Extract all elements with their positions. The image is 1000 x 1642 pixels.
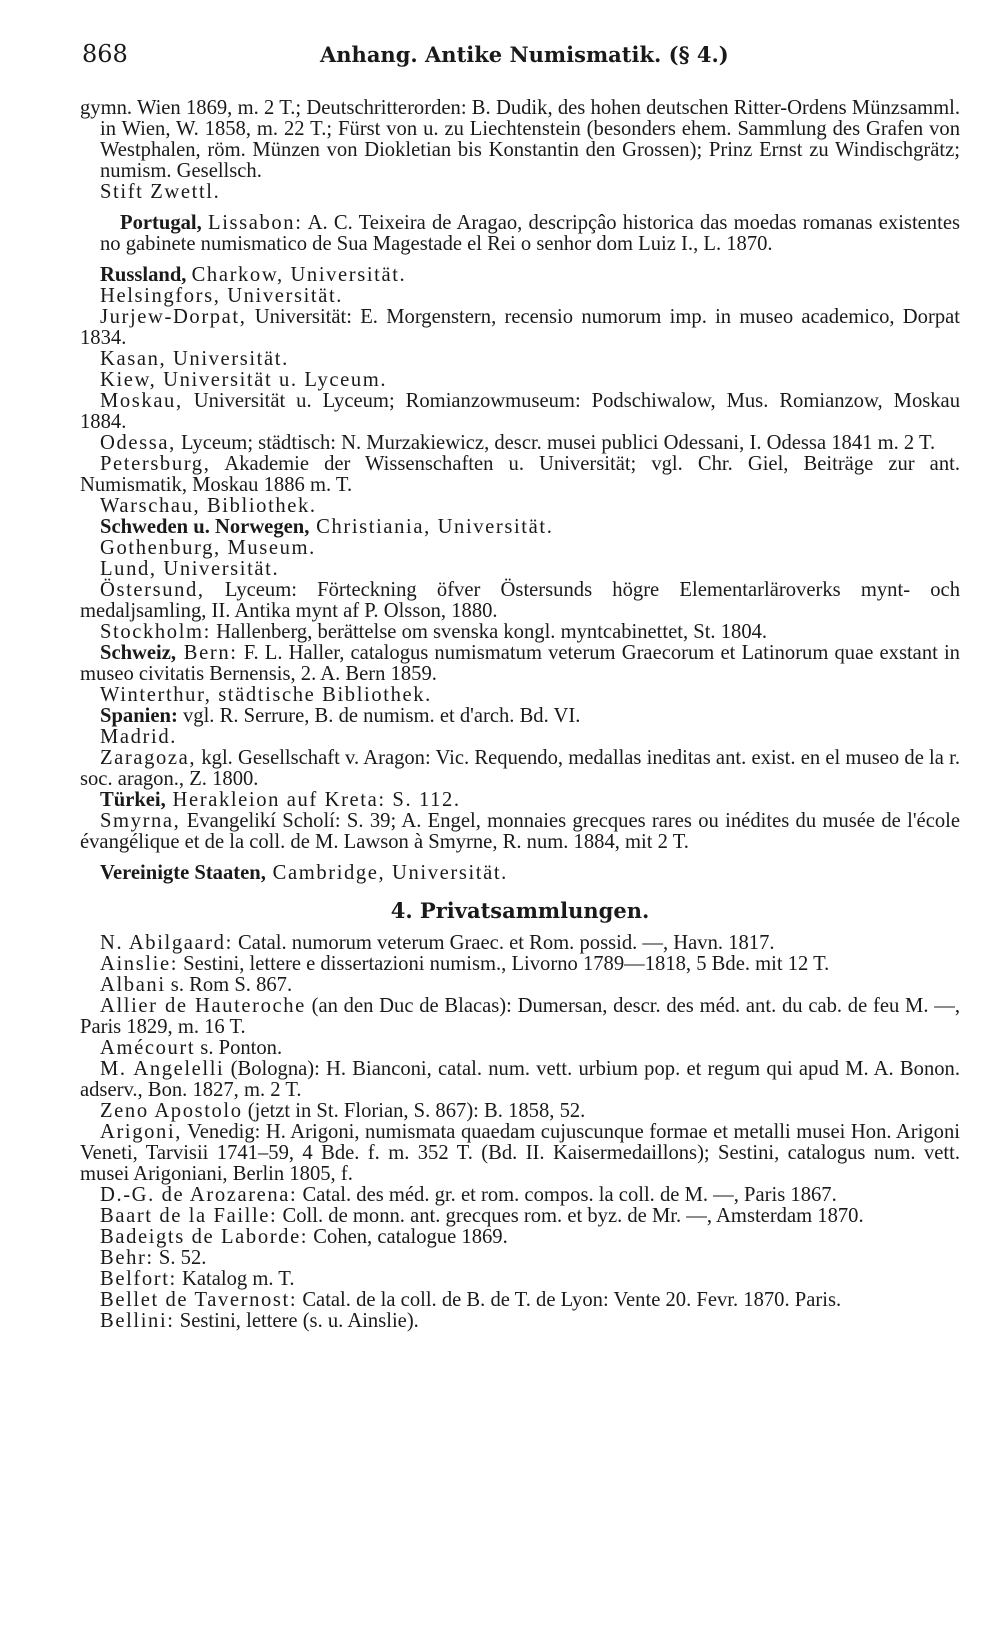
- odessa-entry: Odessa, Lyceum; städtisch: N. Murzakiewicz, descr. musei publici Odessani, I. Odessa 1841 m. 2 T.: [100, 432, 936, 454]
- collector-name: Badeigts de Laborde:: [100, 1226, 309, 1248]
- place-lissabon: Lissabon:: [208, 212, 303, 234]
- collection-text: Venedig: H. Arigoni, numismata quaedam cujuscunque formae et metalli musei Hon. Arigoni Veneti, Tarvisii 1741–59, 4 Bde. f. m. 352 T. (Bd. II. Kaisermedaillons); Sestini, catalogus num. vett. musei Arigoniani, Berlin 1805, f.: [80, 1121, 960, 1185]
- schweiz-entry: Schweiz, Bern: F. L. Haller, catalogus numismatum veterum Graecorum et Latinorum quae exstant in museo civitatis Bernensis, 2. A. Bern 1859.: [80, 642, 960, 685]
- country-spanien: Spanien:: [100, 705, 178, 727]
- tuerkei-entry: Türkei, Herakleion auf Kreta: S. 112.: [100, 789, 461, 811]
- page-header: [82, 34, 960, 70]
- intro-paragraph: gymn. Wien 1869, m. 2 T.; Deutschritterorden: B. Dudik, des hohen deutschen Ritter-Ordens Münzsamml. in Wien, W. 1858, m. 22 T.; Fürst von u. zu Liechtenstein (besonders ehem. Sammlung des Grafen von Westphalen, röm. Münzen von Diokletian bis Konstantin den Grossen); Prinz Ernst zu Windischgrätz; numism. Gesellsch.: [80, 97, 960, 182]
- collection-text: Catal. numorum veterum Graec. et Rom. possid. —, Havn. 1817.: [232, 932, 775, 954]
- moskau-entry: Moskau, Universität u. Lyceum; Romianzowmuseum: Podschiwalow, Mus. Romianzow, Moskau 1884.: [80, 390, 960, 433]
- collector-name: Amécourt: [100, 1037, 196, 1059]
- collector-name: Behr:: [100, 1247, 154, 1269]
- kiew-entry: Kiew, Universität u. Lyceum.: [100, 369, 388, 391]
- section-title: 4. Privatsammlungen.: [390, 898, 650, 923]
- spanien-entry: Spanien: vgl. R. Serrure, B. de numism. et d'arch. Bd. VI.: [100, 705, 581, 727]
- winterthur-entry: Winterthur, städtische Bibliothek.: [100, 684, 432, 706]
- page-number: 868: [82, 40, 128, 68]
- helsingfors-entry: Helsingfors, Universität.: [100, 285, 344, 307]
- collection-entry: [80, 1248, 960, 1269]
- collection-text: Cohen, catalogue 1869.: [308, 1226, 508, 1248]
- collection-entry: [80, 1227, 960, 1248]
- collection-text: (Bologna): H. Bianconi, catal. num. vett. urbium pop. et regum qui apud M. A. Bonon. adserv., Bon. 1827, m. 2 T.: [80, 1058, 960, 1101]
- collector-name: Belfort:: [100, 1268, 177, 1290]
- usa-entry: Vereinigte Staaten, Cambridge, Universität.: [100, 862, 508, 884]
- collection-entry: [80, 954, 960, 975]
- portugal-entry: [80, 213, 960, 255]
- smyrna-entry: Smyrna, Evangelikí Scholí: S. 39; A. Engel, monnaies grecques rares ou inédites du musée de l'école évangélique et de la coll. de M. Lawson à Smyrne, R. num. 1884, mit 2 T.: [80, 810, 960, 853]
- collection-text: s. Ponton.: [195, 1037, 283, 1059]
- collection-entry: [80, 1122, 960, 1185]
- zaragoza-entry: Zaragoza, kgl. Gesellschaft v. Aragon: Vic. Requendo, medallas ineditas ant. exist. en el museo de la r. soc. aragon., Z. 1800.: [80, 747, 960, 790]
- collector-name: M. Angelelli: [100, 1058, 225, 1080]
- country-schweden: Schweden u. Norwegen,: [100, 516, 310, 538]
- running-title: Anhang. Antike Numismatik. (§ 4.): [320, 42, 729, 67]
- collection-entry: [80, 996, 960, 1038]
- collection-entry: [80, 933, 960, 954]
- collection-entry: [80, 1038, 960, 1059]
- stockholm-entry: Stockholm: Hallenberg, berättelse om svenska kongl. myntcabinettet, St. 1804.: [100, 621, 768, 643]
- zwettl-entry: Stift Zwettl.: [100, 181, 221, 203]
- kasan-entry: Kasan, Universität.: [100, 348, 289, 370]
- collector-name: Ainslie:: [100, 953, 179, 975]
- collection-text: Sestini, lettere (s. u. Ainslie).: [174, 1310, 419, 1332]
- collection-entry: [80, 975, 960, 996]
- jurjew-entry: Jurjew-Dorpat, Universität: E. Morgenstern, recensio numorum imp. in museo academico, Dorpat 1834.: [80, 306, 960, 349]
- country-portugal: Portugal,: [120, 212, 202, 234]
- country-schweiz: Schweiz,: [100, 642, 177, 664]
- collector-name: Bellet de Tavernost:: [100, 1289, 298, 1311]
- collection-entry: [80, 1290, 960, 1311]
- collector-name: N. Abilgaard:: [100, 932, 233, 954]
- collection-text: Sestini, lettere e dissertazioni numism., Livorno 1789—1818, 5 Bde. mit 12 T.: [178, 953, 830, 975]
- collection-text: Catal. des méd. gr. et rom. compos. la coll. de M. —, Paris 1867.: [297, 1184, 837, 1206]
- russland-entry: [80, 265, 960, 286]
- collector-name: Bellini:: [100, 1310, 175, 1332]
- madrid-entry: Madrid.: [100, 726, 177, 748]
- collection-entry: [80, 1059, 960, 1101]
- collection-text: Coll. de monn. ant. grecques rom. et byz. de Mr. —, Amsterdam 1870.: [277, 1205, 864, 1227]
- collection-entry: [80, 1185, 960, 1206]
- country-usa: Vereinigte Staaten,: [100, 862, 266, 884]
- gothenburg-entry: Gothenburg, Museum.: [100, 537, 316, 559]
- warschau-entry: Warschau, Bibliothek.: [100, 495, 317, 517]
- collection-text: (jetzt in St. Florian, S. 867): B. 1858, 52.: [242, 1100, 586, 1122]
- collector-name: Arigoni,: [100, 1121, 183, 1143]
- schweden-entry: Schweden u. Norwegen, Christiania, Universität.: [100, 516, 554, 538]
- collection-entry: [80, 1101, 960, 1122]
- collection-entry: [80, 1311, 960, 1332]
- country-tuerkei: Türkei,: [100, 789, 166, 811]
- text-column: [80, 98, 960, 1332]
- lund-entry: Lund, Universität.: [100, 558, 280, 580]
- collection-entry: [80, 1269, 960, 1290]
- collection-text: S. 52.: [153, 1247, 207, 1269]
- collection-entry: [80, 1206, 960, 1227]
- collection-text: s. Rom S. 867.: [165, 974, 293, 996]
- country-russland: Russland,: [100, 264, 187, 286]
- collection-text: (an den Duc de Blacas): Dumersan, descr. des méd. ant. du cab. de feu M. —, Paris 1829, m. 16 T.: [80, 995, 960, 1038]
- collector-name: Albani: [100, 974, 166, 996]
- collector-name: Allier de Hauteroche: [100, 995, 306, 1017]
- ostersund-entry: Östersund, Lyceum: Förteckning öfver Östersunds högre Elementarläroverks mynt- och medaljsamling, II. Antika mynt af P. Olsson, 1880.: [80, 579, 960, 622]
- place-charkow: Charkow, Universität.: [191, 264, 407, 286]
- private-collections-list: [80, 933, 960, 1332]
- collector-name: Zeno Apostolo: [100, 1100, 243, 1122]
- collection-text: Katalog m. T.: [176, 1268, 295, 1290]
- petersburg-entry: Petersburg, Akademie der Wissenschaften u. Universität; vgl. Chr. Giel, Beiträge zur ant. Numismatik, Moskau 1886 m. T.: [80, 453, 960, 496]
- portugal-text: A. C. Teixeira de Aragao, descripçâo historica das moedas romanas existentes no gabinete numismatico de Sua Magestade el Rei o senhor dom Luiz I., L. 1870.: [100, 212, 960, 255]
- collector-name: D.-G. de Arozarena:: [100, 1184, 298, 1206]
- collection-text: Catal. de la coll. de B. de T. de Lyon: Vente 20. Fevr. 1870. Paris.: [297, 1289, 842, 1311]
- collector-name: Baart de la Faille:: [100, 1205, 278, 1227]
